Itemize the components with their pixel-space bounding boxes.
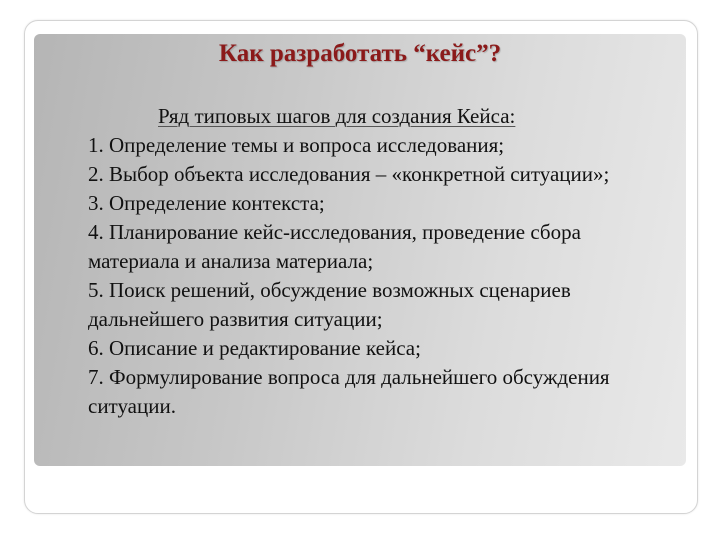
step-item: 2. Выбор объекта исследования – «конкретной ситуации»;: [88, 162, 610, 186]
step-item: 4. Планирование кейс-исследования, проведение сбора материала и анализа материала;: [88, 220, 581, 273]
step-item: 5. Поиск решений, обсуждение возможных сценариев дальнейшего развития ситуации;: [88, 278, 571, 331]
step-item: 6. Описание и редактирование кейса;: [88, 336, 421, 360]
slide-body: [88, 102, 668, 421]
intro-line: Ряд типовых шагов для создания Кейса:: [158, 104, 516, 128]
slide-title: Как разработать “кейс”?: [218, 40, 502, 67]
step-item: 7. Формулирование вопроса для дальнейшего обсуждения ситуации.: [88, 365, 610, 418]
step-item: 3. Определение контекста;: [88, 191, 325, 215]
step-item: 1. Определение темы и вопроса исследования;: [88, 133, 505, 157]
